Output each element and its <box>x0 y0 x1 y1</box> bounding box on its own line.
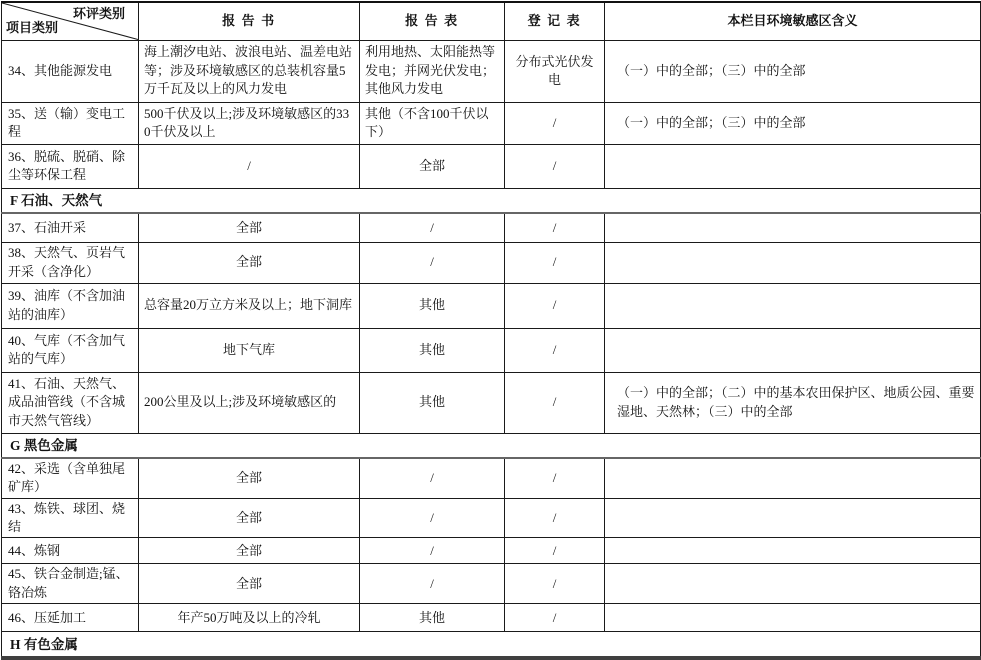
report-book-cell: / <box>139 144 360 188</box>
sensitive-meaning-cell <box>605 458 981 498</box>
category-cell: 35、送（输）变电工程 <box>2 102 139 144</box>
category-cell: 44、炼钢 <box>2 538 139 564</box>
report-book-cell: 全部 <box>139 564 360 604</box>
category-cell: 43、炼铁、球团、烧结 <box>2 498 139 538</box>
registration-form-cell: / <box>505 458 605 498</box>
category-cell: 42、采选（含单独尾矿库） <box>2 458 139 498</box>
classification-table <box>1 1 981 660</box>
table-row <box>2 213 981 242</box>
category-cell: 36、脱硫、脱硝、除尘等环保工程 <box>2 144 139 188</box>
report-book-cell: 500千伏及以上;涉及环境敏感区的330千伏及以上 <box>139 102 360 144</box>
report-form-cell: 其他 <box>360 283 505 328</box>
report-form-cell: / <box>360 538 505 564</box>
category-cell: 46、压延加工 <box>2 604 139 632</box>
registration-form-cell: / <box>505 372 605 433</box>
table-row <box>2 283 981 328</box>
sensitive-meaning-cell: （一）中的全部；（三）中的全部 <box>605 102 981 144</box>
report-book-cell: 全部 <box>139 213 360 242</box>
report-book-cell: 全部 <box>139 458 360 498</box>
registration-form-cell: / <box>505 604 605 632</box>
table-row <box>2 372 981 433</box>
sensitive-meaning-cell <box>605 564 981 604</box>
table-row <box>2 328 981 372</box>
report-form-cell: 全部 <box>360 144 505 188</box>
table-row <box>2 498 981 538</box>
registration-form-cell: / <box>505 144 605 188</box>
table-row <box>2 458 981 498</box>
report-book-cell: 总容量20万立方米及以上；地下洞库 <box>139 283 360 328</box>
registration-form-cell: / <box>505 242 605 283</box>
report-book-cell: 海上潮汐电站、波浪电站、温差电站等；涉及环境敏感区的总装机容量5万千瓦及以上的风力发电 <box>139 40 360 102</box>
registration-form-cell: / <box>505 538 605 564</box>
report-form-cell: 其他 <box>360 372 505 433</box>
category-cell: 37、石油开采 <box>2 213 139 242</box>
header-report-book: 报告书 <box>139 2 360 40</box>
registration-form-cell: / <box>505 213 605 242</box>
header-registration-form: 登记表 <box>505 2 605 40</box>
corner-label-project-category: 项目类别 <box>6 20 59 36</box>
report-form-cell: 利用地热、太阳能热等发电；并网光伏发电；其他风力发电 <box>360 40 505 102</box>
section-row-h <box>2 632 981 658</box>
report-form-cell: / <box>360 498 505 538</box>
table-row <box>2 144 981 188</box>
registration-form-cell: 分布式光伏发电 <box>505 40 605 102</box>
corner-header-cell <box>2 2 139 40</box>
section-row-f <box>2 188 981 213</box>
sensitive-meaning-cell <box>605 538 981 564</box>
report-form-cell: 其他 <box>360 604 505 632</box>
header-report-form: 报告表 <box>360 2 505 40</box>
category-cell: 40、气库（不含加气站的气库） <box>2 328 139 372</box>
report-form-cell: / <box>360 213 505 242</box>
corner-label-assessment-category: 环评类别 <box>72 6 125 21</box>
section-row-g <box>2 433 981 458</box>
section-title: F 石油、天然气 <box>2 188 981 213</box>
registration-form-cell: / <box>505 328 605 372</box>
sensitive-meaning-cell: （一）中的全部；（三）中的全部 <box>605 40 981 102</box>
sensitive-meaning-cell <box>605 498 981 538</box>
category-cell: 39、油库（不含加油站的油库） <box>2 283 139 328</box>
sensitive-meaning-cell <box>605 283 981 328</box>
report-form-cell: 其他 <box>360 328 505 372</box>
sensitive-meaning-cell: （一）中的全部；（二）中的基本农田保护区、地质公园、重要湿地、天然林；（三）中的全部 <box>605 372 981 433</box>
sensitive-meaning-cell <box>605 213 981 242</box>
header-sensitive-meaning: 本栏目环境敏感区含义 <box>605 2 981 40</box>
report-book-cell: 年产50万吨及以上的冷轧 <box>139 604 360 632</box>
report-book-cell: 全部 <box>139 498 360 538</box>
category-cell: 41、石油、天然气、成品油管线（不含城市天然气管线） <box>2 372 139 433</box>
report-form-cell: / <box>360 458 505 498</box>
section-title: H 有色金属 <box>2 632 981 658</box>
table-row <box>2 242 981 283</box>
sensitive-meaning-cell <box>605 144 981 188</box>
section-title: G 黑色金属 <box>2 433 981 458</box>
table-row <box>2 538 981 564</box>
header-row <box>2 2 981 40</box>
registration-form-cell: / <box>505 283 605 328</box>
category-cell: 34、其他能源发电 <box>2 40 139 102</box>
table-row <box>2 40 981 102</box>
sensitive-meaning-cell <box>605 242 981 283</box>
report-form-cell: 其他（不含100千伏以下） <box>360 102 505 144</box>
report-book-cell: 全部 <box>139 242 360 283</box>
table-row <box>2 564 981 604</box>
registration-form-cell: / <box>505 102 605 144</box>
category-cell: 45、铁合金制造;锰、铬冶炼 <box>2 564 139 604</box>
report-book-cell: 全部 <box>139 538 360 564</box>
table-row <box>2 102 981 144</box>
report-book-cell: 200公里及以上;涉及环境敏感区的 <box>139 372 360 433</box>
registration-form-cell: / <box>505 498 605 538</box>
report-book-cell: 地下气库 <box>139 328 360 372</box>
report-form-cell: / <box>360 564 505 604</box>
registration-form-cell: / <box>505 564 605 604</box>
report-form-cell: / <box>360 242 505 283</box>
category-cell: 38、天然气、页岩气开采（含净化） <box>2 242 139 283</box>
sensitive-meaning-cell <box>605 328 981 372</box>
